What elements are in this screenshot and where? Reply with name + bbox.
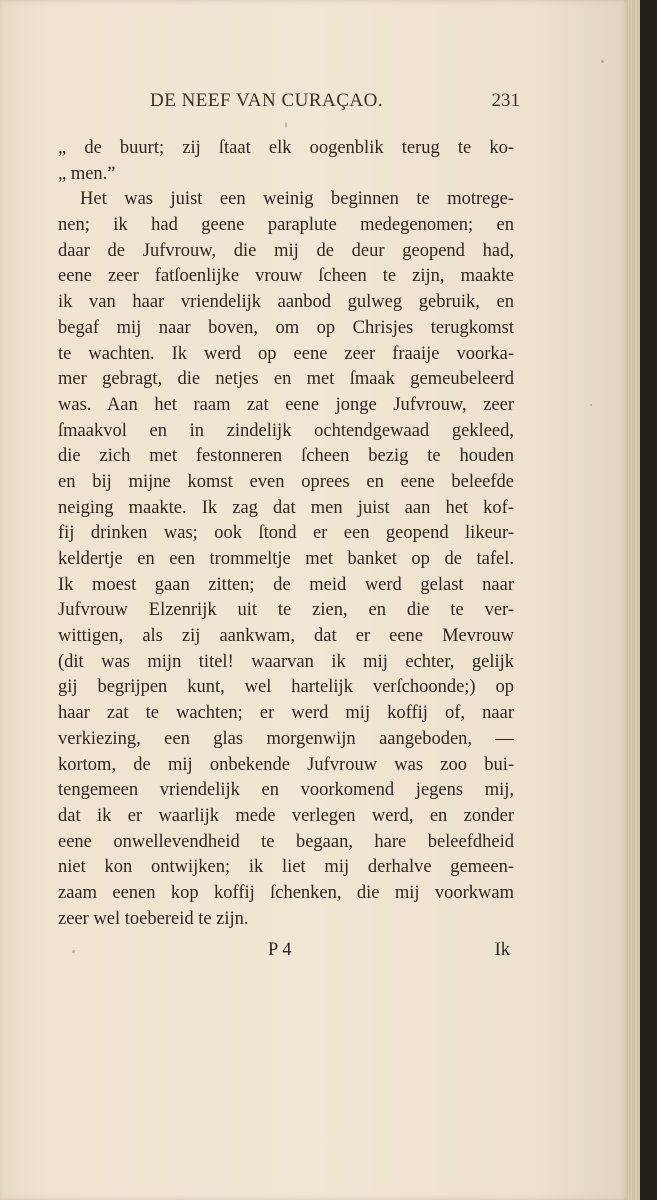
paper-speck [72,950,75,953]
paper-speck [590,404,592,406]
text-line: zeer wel toebereid te zijn. [58,908,249,929]
text-line: neiging maakte. Ik zag dat men juist aan het kof- [58,497,514,518]
signature-mark: P 4 [268,940,292,960]
text-line: verkiezing, een glas morgenwijn aangeboden, — [58,728,514,749]
text-line: begaf mij naar boven, om op Chrisjes terugkomst [58,317,514,338]
text-line: ſmaakvol en in zindelijk ochtendgewaad gekleed, [58,420,514,441]
text-line: „ de buurt; zij ſtaat elk oogenblik terug te ko- [58,138,514,158]
page-number: 231 [491,90,520,111]
text-line: die zich met festonneren ſcheen bezig te houden [58,446,514,467]
text-line: eene zeer fatſoenlijke vrouw ſcheen te zijn, maakte [58,266,514,287]
body-text [58,136,514,932]
text-line: gij begrijpen kunt, wel hartelijk verſchoonde;) op [58,677,514,698]
text-line: dat ik er waarlijk mede verlegen werd, en zonder [58,805,514,826]
text-line: kortom, de mij onbekende Jufvrouw was zoo bui- [58,754,514,775]
text-line: ik van haar vriendelijk aanbod gulweg gebruik, en [58,292,514,313]
text-line: mer gebragt, die netjes en met ſmaak gemeubeleerd [58,369,514,390]
text-line: wittigen, als zij aankwam, dat er eene Mevrouw [58,626,514,647]
text-line: „ men.” [58,163,116,184]
text-line: zaam eenen kop koffij ſchenken, die mij voorkwam [58,882,514,903]
text-line: tengemeen vriendelijk en voorkomend jegens mij, [58,780,514,801]
text-line: niet kon ontwijken; ik liet mij derhalve gemeen- [58,857,514,878]
text-line: eene onwellevendheid te begaan, hare beleefdheid [58,831,514,852]
text-line: en bij mijne komst even oprees en eene beleefde [58,471,514,492]
text-line: fij drinken was; ook ſtond er een geopend likeur- [58,523,514,544]
page-edge [628,0,640,1200]
text-line: te wachten. Ik werd op eene zeer fraaije voorka- [58,343,514,364]
text-line: daar de Jufvrouw, die mij de deur geopend had, [58,240,514,261]
text-line: haar zat te wachten; er werd mij koffij of, naar [58,703,514,724]
catchword: Ik [494,940,510,960]
background-strip [640,0,657,1200]
text-line: was. Aan het raam zat eene jonge Jufvrouw, zeer [58,394,514,415]
text-line: nen; ik had geene paraplute medegenomen; en [58,215,514,236]
text-line: Het was juist een weinig beginnen te motrege- [80,189,514,210]
paper-speck [601,60,604,63]
text-line: Jufvrouw Elzenrijk uit te zien, en die te ver- [58,600,514,621]
text-line: keldertje en een trommeltje met banket op de tafel. [58,549,514,569]
text-line: (dit was mijn titel! waarvan ik mij echter, gelijk [58,651,514,672]
text-line: Ik moest gaan zitten; de meid werd gelast naar [58,574,514,595]
paper-speck [285,122,287,128]
running-title: DE NEEF VAN CURAÇAO. [150,90,384,111]
running-head [150,90,520,118]
page-footer [58,940,514,966]
